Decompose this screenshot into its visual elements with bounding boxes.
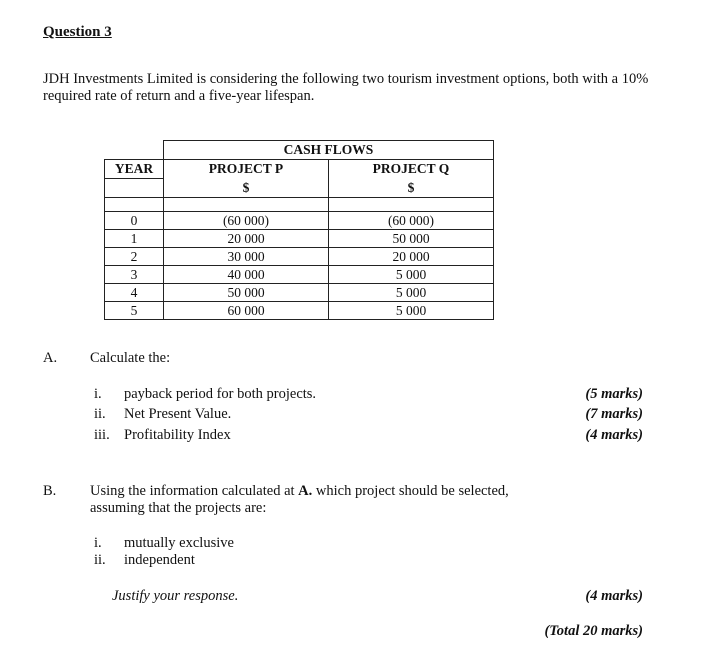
part-a-item-text: Profitability Index <box>124 427 231 443</box>
project-p-cell: 20 000 <box>164 230 329 248</box>
year-header: YEAR <box>105 160 164 179</box>
year-cell: 1 <box>105 230 164 248</box>
project-q-cell: 5 000 <box>329 266 494 284</box>
project-p-cell: (60 000) <box>164 212 329 230</box>
part-b-item-text: mutually exclusive <box>124 535 234 551</box>
question-title: Question 3 <box>43 24 112 40</box>
table-row <box>105 284 494 302</box>
project-p-cell: 50 000 <box>164 284 329 302</box>
part-a-prompt: Calculate the: <box>90 350 171 366</box>
part-a-label: A. <box>43 350 58 366</box>
part-b-prompt-line2: assuming that the projects are: <box>90 500 267 516</box>
intro-paragraph: JDH Investments Limited is considering the following two tourism investment options, both with a 10% required rate of return and a five-year lifespan. <box>43 71 649 104</box>
table-row <box>105 266 494 284</box>
table-row <box>105 230 494 248</box>
project-q-cell: (60 000) <box>329 212 494 230</box>
part-a-item-num: i. <box>94 386 102 402</box>
part-b-prompt: Using the information calculated at A. which project should be selected, <box>90 483 509 499</box>
project-q-cell: 5 000 <box>329 284 494 302</box>
year-cell: 4 <box>105 284 164 302</box>
part-a-item-text: payback period for both projects. <box>124 386 317 402</box>
part-a-item-num: iii. <box>94 427 110 443</box>
year-cell: 5 <box>105 302 164 320</box>
project-p-cell: 30 000 <box>164 248 329 266</box>
project-q-header: PROJECT Q <box>329 160 494 179</box>
year-cell: 0 <box>105 212 164 230</box>
table-row <box>105 302 494 320</box>
part-a-item-marks: (7 marks) <box>585 406 643 422</box>
year-cell: 2 <box>105 248 164 266</box>
cash-flow-table <box>104 140 494 320</box>
table-row <box>105 212 494 230</box>
part-b-marks: (4 marks) <box>585 588 643 604</box>
project-q-cell: 20 000 <box>329 248 494 266</box>
project-p-cell: 40 000 <box>164 266 329 284</box>
project-q-cell: 5 000 <box>329 302 494 320</box>
part-a-item-marks: (4 marks) <box>585 427 643 443</box>
project-q-cell: 50 000 <box>329 230 494 248</box>
part-a-item-marks: (5 marks) <box>585 386 643 402</box>
currency-p: $ <box>164 179 329 198</box>
part-b-item-text: independent <box>124 552 195 568</box>
total-marks: (Total 20 marks) <box>544 623 643 639</box>
project-p-header: PROJECT P <box>164 160 329 179</box>
part-b-label: B. <box>43 483 57 499</box>
currency-q: $ <box>329 179 494 198</box>
part-b-item-num: ii. <box>94 552 106 568</box>
year-cell: 3 <box>105 266 164 284</box>
project-p-cell: 60 000 <box>164 302 329 320</box>
part-a-item-text: Net Present Value. <box>124 406 232 422</box>
part-b-item-num: i. <box>94 535 102 551</box>
justify-instruction: Justify your response. <box>112 588 239 604</box>
part-a-item-num: ii. <box>94 406 106 422</box>
table-row <box>105 248 494 266</box>
cash-flows-header: CASH FLOWS <box>164 141 494 160</box>
